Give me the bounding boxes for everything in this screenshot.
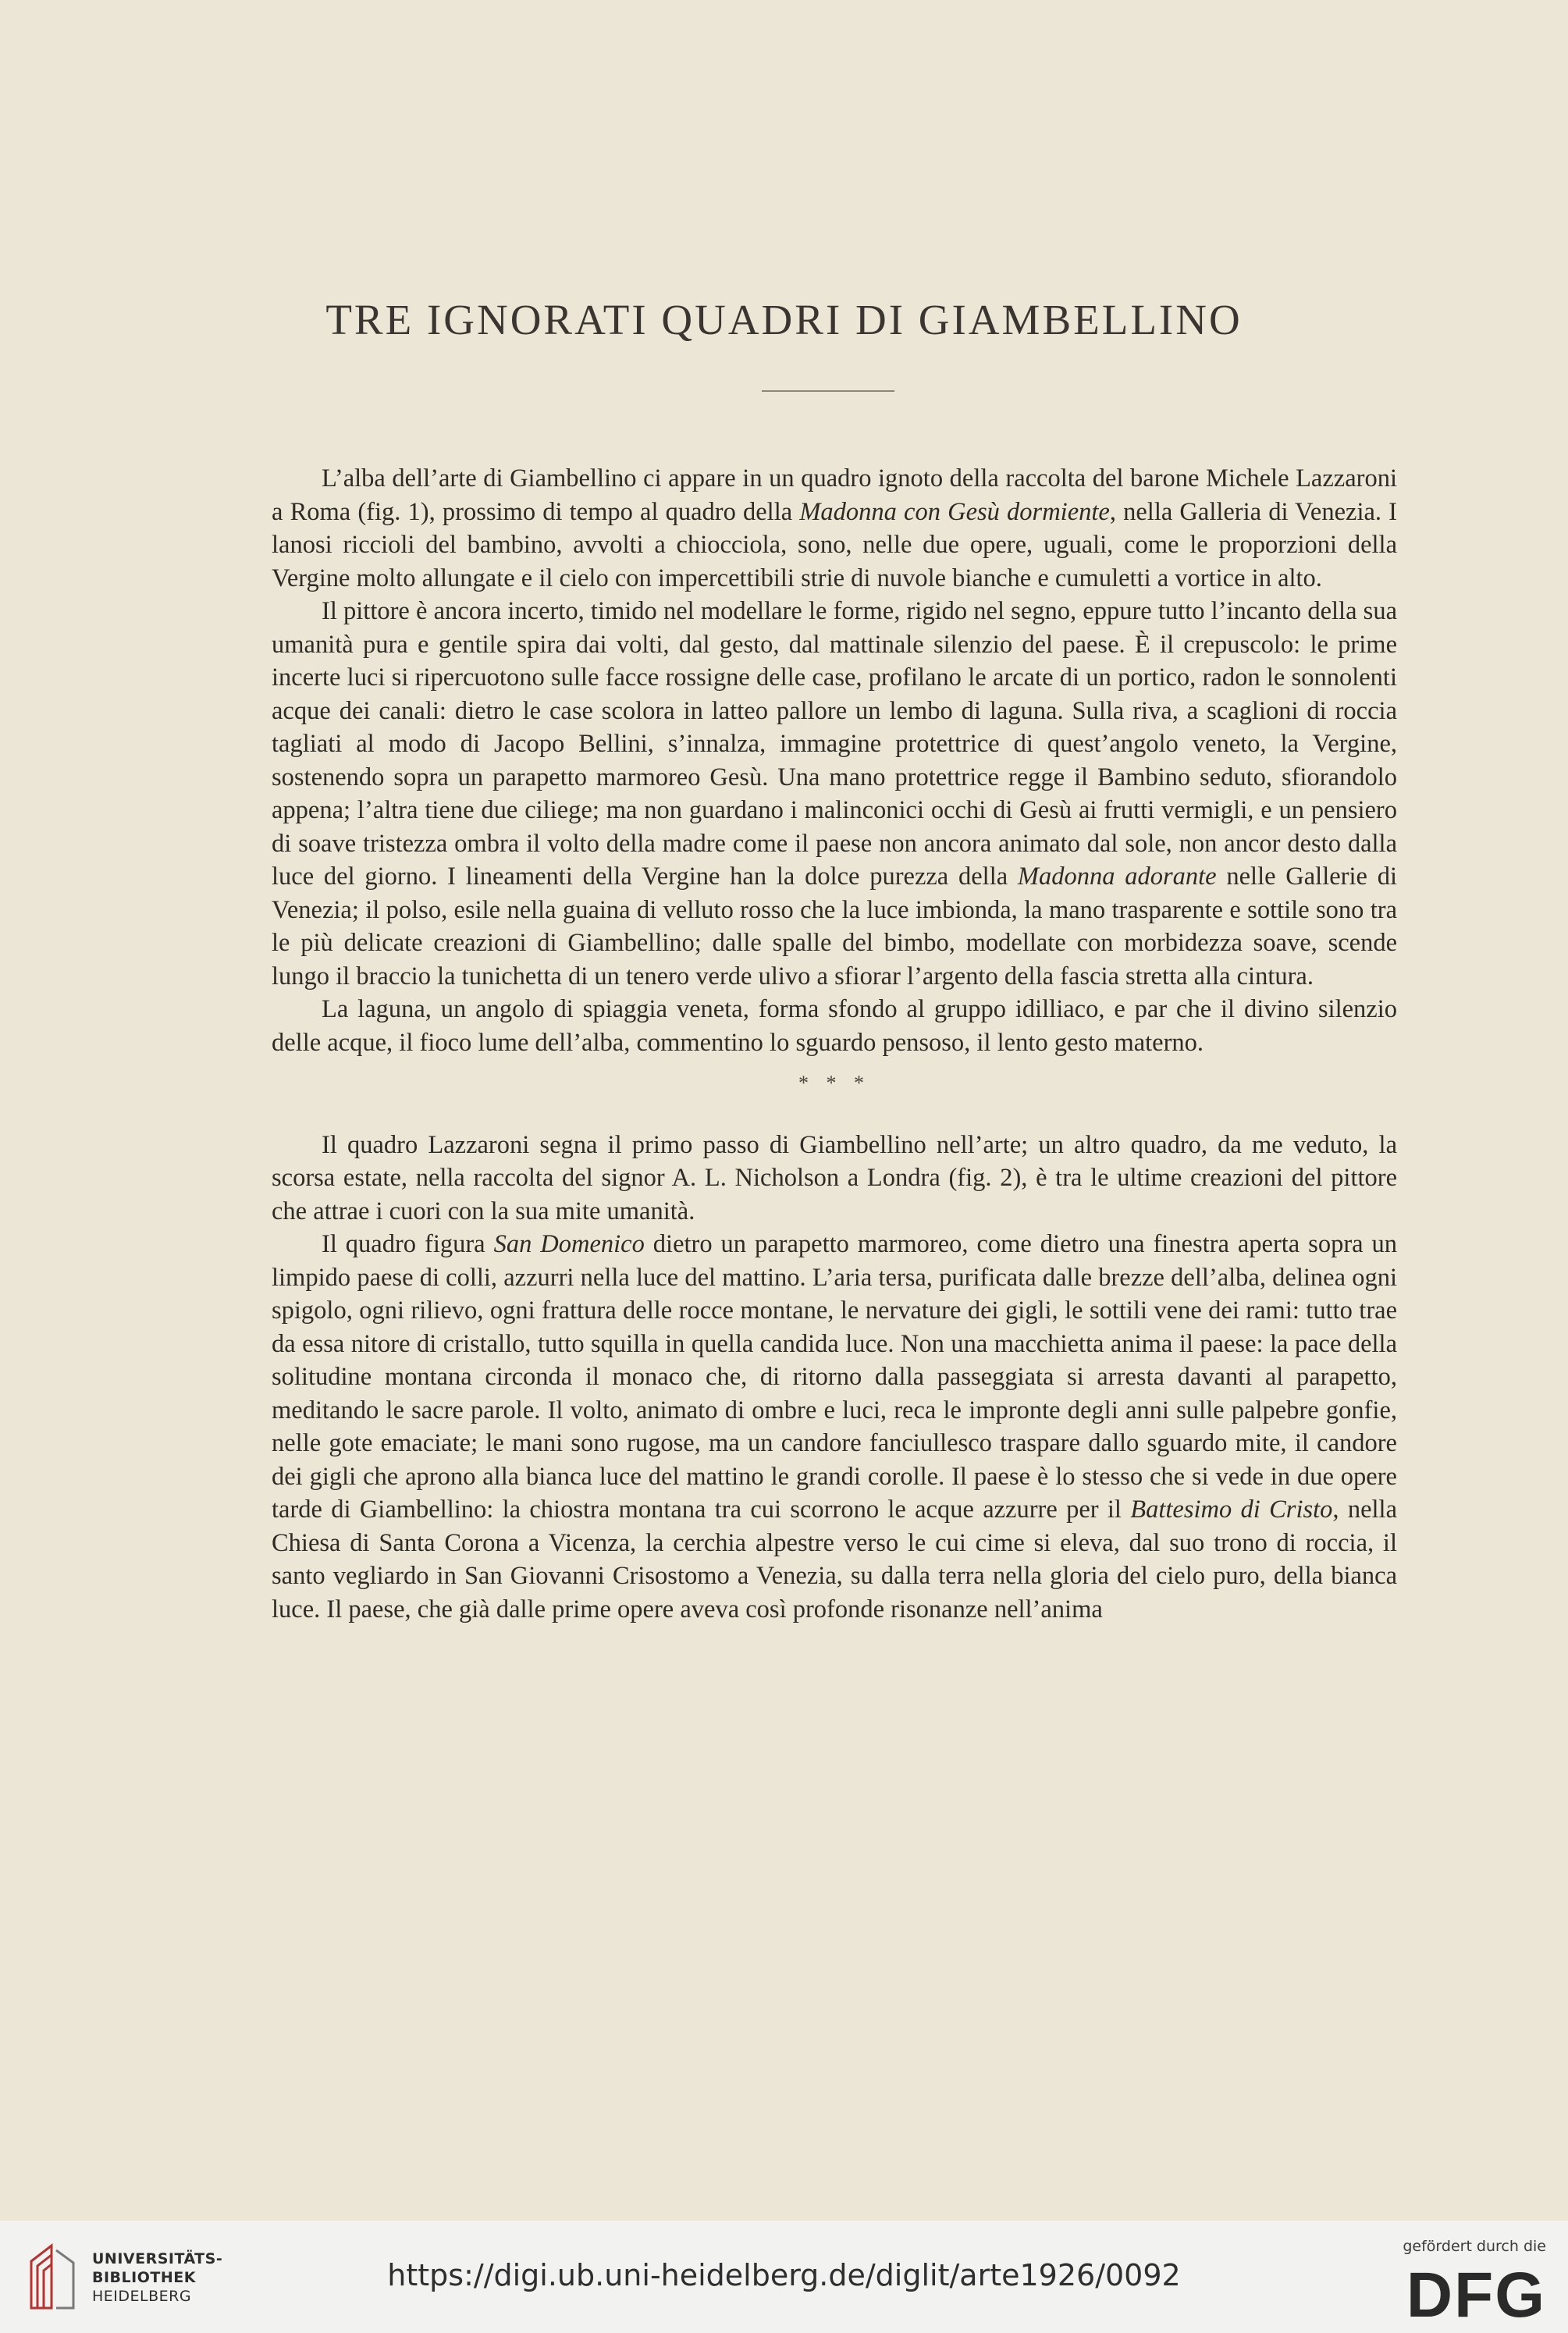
italic-title-text: Madonna con Gesù dormiente (799, 497, 1110, 526)
paragraph-text: Il quadro Lazzaroni segna il primo passo di Giambellino nell’arte; un altro quadro, da me veduto, la scorsa estate, nella raccolta del signor A. L. Nicholson a Londra (fig. 2), è tra le ultime creazioni del pittore che attrae i cuori con la sua mite umanità. (272, 1130, 1397, 1225)
section-separator: * * * (798, 1072, 870, 1094)
paragraph (272, 1228, 1397, 1626)
paragraph-text: Il quadro figura (322, 1230, 494, 1258)
italic-title-text: Madonna adorante (1017, 862, 1217, 891)
paragraph-text: , nella Galleria di Venezia. I lanosi riccioli del bambino, avvolti a chiocciola, sono, nelle due opere, uguali, come le proporzioni della Vergine molto allungate e il cielo con impercettibili strie di nuvole bianche e cumuletti a vortice in alto. (272, 497, 1398, 592)
library-name-line-2: BIBLIOTHEK (92, 2269, 196, 2286)
library-name-line-1: UNIVERSITÄTS- (92, 2250, 223, 2267)
paragraph (272, 993, 1397, 1059)
paragraph-text: L’alba dell’arte di Giambellino ci appare in un quadro ignoto della raccolta del barone Michele Lazzaroni a Roma (fig. 1), prossimo di tempo al quadro della (272, 464, 1397, 526)
paragraph-text: Il pittore è ancora incerto, timido nel modellare le forme, rigido nel segno, eppure tutto l’incanto della sua umanità pura e gentile spira dai volti, dal gesto, dal mattinale silenzio del paese. È il crepuscolo: le prime incerte luci si ripercuotono sulle facce rossigne delle case, profilano le arcate di un portico, radon le sonnolenti acque dei canali: dietro le case scolora in latteo pallore un lembo di laguna. Sulla riva, a scaglioni di roccia tagliati al modo di Jacopo Bellini, s’innalza, immagine protettrice di quest’angolo veneto, la Vergine, sostenendo sopra un parapetto marmoreo Gesù. Una mano protettrice regge il Bambino seduto, sfiorandolo appena; l’altra tiene due ciliege; ma non guardano i malinconici occhi di Gesù ai frutti vermigli, e un pensiero di soave tristezza ombra il volto della madre come il paese non ancora animato dal sole, non ancor desto dalla luce del giorno. I lineamenti della Vergine han la dolce purezza della (272, 597, 1397, 891)
italic-title-text: San Domenico (493, 1230, 645, 1258)
digital-library-footer (0, 2221, 1568, 2333)
title-divider (762, 390, 894, 392)
article-part-1 (272, 462, 1397, 1059)
paragraph-text: nelle Gallerie di Venezia; il polso, esile nella guaina di velluto rosso che la luce imbionda, la mano trasparente e sottile sono tra le più delicate creazioni di Giambellino; dalle spalle del bimbo, modellate con morbidezza soave, scende lungo il braccio la tunichetta di un tenero verde ulivo a sfiorar l’argento della fascia stretta alla cintura. (272, 862, 1397, 990)
article-part-2 (272, 1129, 1397, 1627)
funder-label: gefördert durch die (1403, 2238, 1546, 2255)
paragraph-text: dietro un parapetto marmoreo, come dietro una finestra aperta sopra un limpido paese di colli, azzurri nella luce del mattino. L’aria tersa, purificata dalle brezze dell’alba, delinea ogni spigolo, ogni rilievo, ogni frattura delle rocce montane, le nervature dei gigli, le sottili vene dei rami: tutto trae da essa nitore di cristallo, tutto squilla in quella candida luce. Non una macchietta anima il paese: la pace della solitudine montana circonda il monaco che, di ritorno dalla passeggiata si arresta davanti al parapetto, meditando le sacre parole. Il volto, animato di ombre e luci, reca le impronte degli anni sulle palpebre gonfie, nelle gote emaciate; le mani sono rugose, ma un candore fanciullesco traspare dallo sguardo mite, il candore dei gigli che aprono alla bianca luce del mattino le grandi corolle. Il paese è lo stesso che si vede in due opere tarde di Giambellino: la chiostra montana tra cui scorrono le acque azzurre per il (272, 1230, 1398, 1524)
article-body (272, 462, 1397, 1626)
paragraph (272, 595, 1397, 993)
article-title: TRE IGNORATI QUADRI DI GIAMBELLINO (325, 296, 1243, 343)
italic-title-text: Battesimo di Cristo (1130, 1495, 1333, 1524)
library-name-line-3: HEIDELBERG (92, 2288, 192, 2305)
paragraph-text: La laguna, un angolo di spiaggia veneta, forma sfondo al gruppo idilliaco, e par che il divino silenzio delle acque, il fioco lume dell’alba, commentino lo sguardo pensoso, il lento gesto materno. (272, 995, 1397, 1057)
dfg-logo: DFG (1406, 2260, 1546, 2331)
paragraph (272, 1129, 1397, 1229)
permalink-url[interactable]: https://digi.ub.uni-heidelberg.de/diglit/arte1926/0092 (387, 2258, 1181, 2292)
paragraph-text: , nella Chiesa di Santa Corona a Vicenza, la cerchia alpestre verso le cui cime si eleva, dal suo trono di roccia, il santo vegliardo in San Giovanni Crisostomo a Venezia, su dalla terra nella gloria del cielo puro, della bianca luce. Il paese, che già dalle prime opere aveva così profonde risonanze nell’anima (272, 1495, 1398, 1623)
paragraph (272, 462, 1397, 595)
